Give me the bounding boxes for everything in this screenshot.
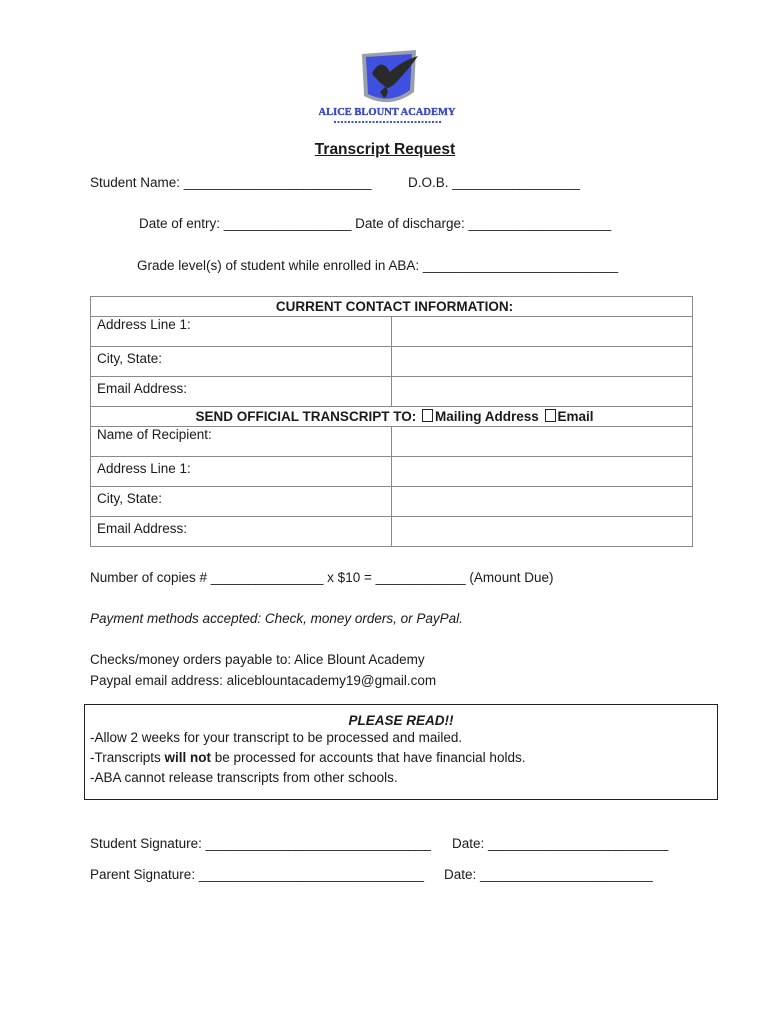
recipient-name-label: Name of Recipient: — [91, 427, 392, 457]
mailing-option-label: Mailing Address — [434, 409, 539, 424]
mailing-checkbox[interactable] — [422, 409, 433, 422]
contact-table — [90, 296, 693, 547]
email-checkbox[interactable] — [545, 409, 556, 422]
student-name-field[interactable]: Student Name: _________________________ — [90, 175, 372, 190]
entry-discharge-field[interactable]: Date of entry: _________________ Date of discharge: ___________________ — [139, 216, 612, 231]
recipient-name-input[interactable] — [392, 427, 693, 457]
contact-address-input[interactable] — [392, 317, 693, 347]
recipient-address-input[interactable] — [392, 457, 693, 487]
recipient-email-label: Email Address: — [91, 517, 392, 547]
contact-city-label: City, State: — [91, 347, 392, 377]
recipient-city-label: City, State: — [91, 487, 392, 517]
parent-signature-field[interactable]: Parent Signature: ______________________________ — [90, 867, 425, 882]
contact-header: CURRENT CONTACT INFORMATION: — [91, 297, 693, 317]
contact-email-label: Email Address: — [91, 377, 392, 407]
notice-title: PLEASE READ!! — [348, 713, 454, 728]
dob-field[interactable]: D.O.B. _________________ — [408, 175, 580, 190]
logo-text: ALICE BLOUNT ACADEMY — [318, 107, 456, 118]
recipient-city-input[interactable] — [392, 487, 693, 517]
notice-line-2-bold: will not — [164, 750, 212, 765]
page-title: Transcript Request — [314, 141, 456, 158]
recipient-email-input[interactable] — [392, 517, 693, 547]
paypal-text: Paypal email address: aliceblountacademy19@gmail.com — [90, 673, 437, 688]
send-header — [91, 407, 693, 427]
eagle-shield-icon — [318, 48, 456, 130]
payment-methods-text: Payment methods accepted: Check, money orders, or PayPal. — [90, 611, 463, 626]
contact-email-input[interactable] — [392, 377, 693, 407]
notice-line-1: -Allow 2 weeks for your transcript to be processed and mailed. — [90, 730, 463, 745]
notice-line-3: -ABA cannot release transcripts from other schools. — [90, 770, 398, 785]
student-signature-field[interactable]: Student Signature: ______________________________ — [90, 836, 431, 851]
parent-date-field[interactable]: Date: _______________________ — [444, 867, 653, 882]
grade-levels-field[interactable]: Grade level(s) of student while enrolled in ABA: __________________________ — [137, 258, 619, 273]
send-header-label: SEND OFFICIAL TRANSCRIPT TO: — [195, 409, 417, 424]
notice-box — [84, 704, 718, 800]
student-date-field[interactable]: Date: ________________________ — [452, 836, 669, 851]
contact-city-input[interactable] — [392, 347, 693, 377]
recipient-address-label: Address Line 1: — [91, 457, 392, 487]
email-option-label: Email — [557, 409, 594, 424]
copies-field[interactable]: Number of copies # _______________ x $10 = ____________ (Amount Due) — [90, 570, 554, 585]
notice-line-2-pre: -Transcripts — [90, 750, 165, 765]
notice-line-2 — [85, 748, 717, 768]
payable-text: Checks/money orders payable to: Alice Blount Academy — [90, 652, 425, 667]
academy-logo — [318, 48, 456, 130]
contact-address-label: Address Line 1: — [91, 317, 392, 347]
notice-line-2-post: be processed for accounts that have financial holds. — [211, 750, 526, 765]
